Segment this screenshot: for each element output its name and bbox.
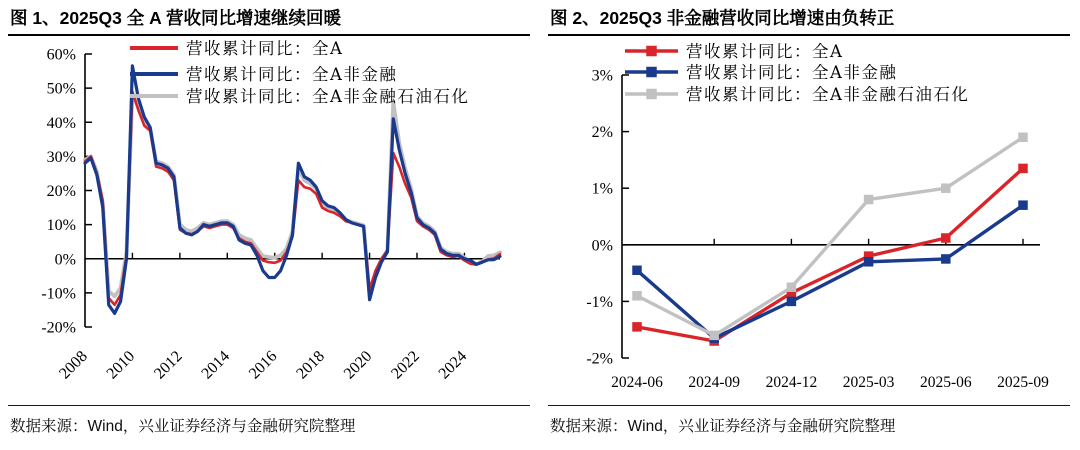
x-axis-label: 2018: [293, 347, 328, 383]
x-axis-label: 2008: [56, 347, 91, 383]
figure-1-line-chart: [0, 37, 540, 405]
legend-label: 营收累计同比：全A非金融: [186, 65, 398, 84]
data-point-marker: [632, 322, 642, 332]
x-axis-label: 2014: [198, 347, 234, 383]
y-axis-label: -10%: [41, 285, 76, 303]
figure-2-title: 图 2、2025Q3 非金融营收同比增速由负转正: [548, 2, 1070, 36]
data-point-marker: [1018, 200, 1028, 210]
series-line-2: [637, 137, 1023, 335]
legend-label: 营收累计同比：全A非金融石油石化: [186, 87, 470, 106]
legend-swatch-marker: [646, 67, 657, 78]
figure-1-title: 图 1、2025Q3 全 A 营收同比增速继续回暖: [8, 2, 530, 36]
data-point-marker: [709, 331, 719, 341]
data-point-marker: [787, 297, 797, 307]
x-axis-label: 2025-09: [997, 374, 1049, 391]
x-axis-label: 2022: [388, 347, 423, 383]
series-line-0: [637, 168, 1023, 341]
x-axis-label: 2010: [103, 347, 139, 383]
legend-label: 营收累计同比：全A非金融石油石化: [686, 85, 970, 104]
x-axis-label: 2020: [340, 347, 376, 383]
legend-label: 营收累计同比：全A非金融: [686, 63, 898, 82]
data-point-marker: [941, 233, 951, 243]
x-axis-label: 2016: [245, 347, 281, 383]
data-point-marker: [864, 257, 874, 267]
data-point-marker: [1018, 164, 1028, 174]
y-axis-label: 0%: [591, 237, 613, 255]
y-axis-label: 30%: [46, 148, 76, 166]
figure-2-line-chart: [540, 37, 1080, 405]
legend-swatch-marker: [646, 89, 657, 100]
data-point-marker: [864, 195, 874, 205]
legend-label: 营收累计同比：全A: [186, 39, 344, 58]
y-axis-label: 1%: [591, 180, 613, 198]
data-point-marker: [632, 266, 642, 276]
y-axis-label: 3%: [591, 67, 613, 85]
y-axis-label: -1%: [586, 293, 613, 311]
y-axis-label: 20%: [46, 183, 76, 200]
x-axis-label: 2024-06: [611, 374, 663, 391]
data-point-marker: [632, 291, 642, 301]
data-point-marker: [787, 283, 797, 293]
legend-swatch-marker: [646, 46, 657, 57]
x-axis-label: 2024-12: [765, 374, 818, 391]
y-axis-label: 0%: [54, 251, 76, 269]
figure-2-source-note: 数据来源：Wind，兴业证券经济与金融研究院整理: [548, 405, 1070, 436]
figure-1-source-note: 数据来源：Wind，兴业证券经济与金融研究院整理: [8, 405, 530, 436]
x-axis-label: 2024: [435, 347, 471, 383]
x-axis-label: 2025-03: [842, 374, 895, 391]
y-axis-label: -2%: [586, 350, 613, 368]
series-line-1: [637, 205, 1023, 338]
data-point-marker: [1018, 133, 1028, 143]
legend-label: 营收累计同比：全A: [686, 42, 844, 61]
figure-2-panel: [540, 0, 1080, 450]
data-point-marker: [941, 183, 951, 193]
data-point-marker: [941, 254, 951, 264]
y-axis-label: 2%: [591, 124, 613, 142]
x-axis-label: 2025-06: [919, 374, 972, 391]
x-axis-label: 2012: [151, 347, 186, 383]
y-axis-label: 10%: [46, 217, 76, 235]
y-axis-label: 60%: [46, 46, 76, 64]
y-axis-label: -20%: [41, 319, 76, 337]
y-axis-label: 40%: [46, 114, 76, 132]
y-axis-label: 50%: [46, 80, 76, 98]
x-axis-label: 2024-09: [688, 374, 741, 391]
